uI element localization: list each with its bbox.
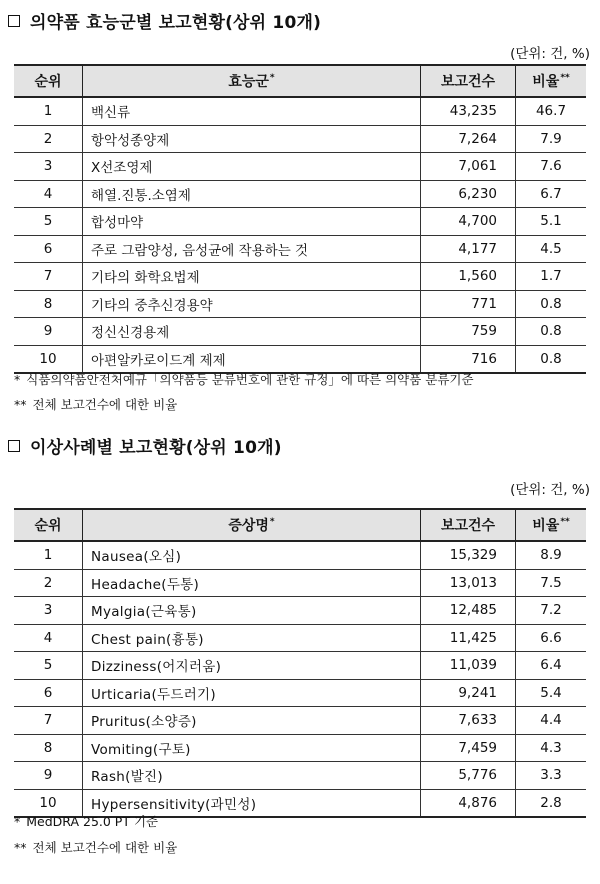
table-row bbox=[14, 541, 586, 569]
count-cell: 11,425 bbox=[421, 624, 516, 652]
ratio-cell: 4.4 bbox=[516, 707, 587, 735]
ratio-cell: 7.9 bbox=[516, 125, 587, 153]
adverse-event-table bbox=[14, 508, 586, 818]
ratio-cell: 3.3 bbox=[516, 762, 587, 790]
name-cell: 기타의 화학요법제 bbox=[83, 263, 421, 291]
ratio-cell: 7.6 bbox=[516, 153, 587, 181]
name-cell: Headache(두통) bbox=[83, 569, 421, 597]
header-rank: 순위 bbox=[14, 509, 83, 541]
ratio-cell: 7.5 bbox=[516, 569, 587, 597]
rank-cell: 1 bbox=[14, 97, 83, 125]
count-cell: 9,241 bbox=[421, 679, 516, 707]
count-cell: 759 bbox=[421, 318, 516, 346]
name-cell: 백신류 bbox=[83, 97, 421, 125]
section2-unit: (단위: 건, %) bbox=[510, 482, 590, 498]
table-row bbox=[14, 569, 586, 597]
name-cell: 아편알카로이드계 제제 bbox=[83, 345, 421, 373]
name-cell: Rash(발진) bbox=[83, 762, 421, 790]
count-cell: 13,013 bbox=[421, 569, 516, 597]
section2-note-1: * MedDRA 25.0 PT 기준 bbox=[14, 814, 159, 829]
count-cell: 4,876 bbox=[421, 789, 516, 817]
drug-category-table bbox=[14, 64, 586, 374]
name-cell: Urticaria(두드러기) bbox=[83, 679, 421, 707]
header-rank: 순위 bbox=[14, 65, 83, 97]
table-row bbox=[14, 125, 586, 153]
table-row bbox=[14, 290, 586, 318]
header-count: 보고건수 bbox=[421, 509, 516, 541]
table-row bbox=[14, 624, 586, 652]
rank-cell: 6 bbox=[14, 235, 83, 263]
rank-cell: 4 bbox=[14, 180, 83, 208]
header-category: 효능군* bbox=[83, 65, 421, 97]
count-cell: 7,264 bbox=[421, 125, 516, 153]
rank-cell: 10 bbox=[14, 345, 83, 373]
count-cell: 15,329 bbox=[421, 541, 516, 569]
name-cell: 합성마약 bbox=[83, 208, 421, 236]
count-cell: 7,633 bbox=[421, 707, 516, 735]
name-cell: Hypersensitivity(과민성) bbox=[83, 789, 421, 817]
name-cell: 해열.진통.소염제 bbox=[83, 180, 421, 208]
header-count: 보고건수 bbox=[421, 65, 516, 97]
count-cell: 5,776 bbox=[421, 762, 516, 790]
section1-note-2: ** 전체 보고건수에 대한 비율 bbox=[14, 397, 178, 412]
name-cell: Pruritus(소양증) bbox=[83, 707, 421, 735]
rank-cell: 5 bbox=[14, 208, 83, 236]
table-row bbox=[14, 97, 586, 125]
ratio-cell: 5.1 bbox=[516, 208, 587, 236]
name-cell: Myalgia(근육통) bbox=[83, 597, 421, 625]
count-cell: 12,485 bbox=[421, 597, 516, 625]
table-row bbox=[14, 153, 586, 181]
rank-cell: 4 bbox=[14, 624, 83, 652]
ratio-cell: 2.8 bbox=[516, 789, 587, 817]
name-cell: 정신신경용제 bbox=[83, 318, 421, 346]
name-cell: Chest pain(흉통) bbox=[83, 624, 421, 652]
section2-title bbox=[8, 433, 282, 458]
ratio-cell: 0.8 bbox=[516, 318, 587, 346]
table-row bbox=[14, 707, 586, 735]
rank-cell: 9 bbox=[14, 762, 83, 790]
name-cell: 기타의 중추신경용약 bbox=[83, 290, 421, 318]
table-row bbox=[14, 734, 586, 762]
rank-cell: 9 bbox=[14, 318, 83, 346]
header-symptom: 증상명* bbox=[83, 509, 421, 541]
name-cell: Dizziness(어지러움) bbox=[83, 652, 421, 680]
table-row bbox=[14, 318, 586, 346]
ratio-cell: 7.2 bbox=[516, 597, 587, 625]
table-row bbox=[14, 679, 586, 707]
ratio-cell: 0.8 bbox=[516, 345, 587, 373]
rank-cell: 2 bbox=[14, 125, 83, 153]
section1-note-1: * 식품의약품안전처예규「의약품등 분류번호에 관한 규정」에 따른 의약품 분류기준 bbox=[14, 372, 474, 387]
count-cell: 43,235 bbox=[421, 97, 516, 125]
table-row bbox=[14, 208, 586, 236]
rank-cell: 7 bbox=[14, 707, 83, 735]
count-cell: 7,459 bbox=[421, 734, 516, 762]
ratio-cell: 6.7 bbox=[516, 180, 587, 208]
count-cell: 6,230 bbox=[421, 180, 516, 208]
count-cell: 771 bbox=[421, 290, 516, 318]
table-row bbox=[14, 235, 586, 263]
table-row bbox=[14, 345, 586, 373]
table-row bbox=[14, 263, 586, 291]
count-cell: 4,177 bbox=[421, 235, 516, 263]
table-row bbox=[14, 762, 586, 790]
rank-cell: 6 bbox=[14, 679, 83, 707]
name-cell: Vomiting(구토) bbox=[83, 734, 421, 762]
table-row bbox=[14, 597, 586, 625]
section2-note-2: ** 전체 보고건수에 대한 비율 bbox=[14, 840, 178, 855]
rank-cell: 3 bbox=[14, 597, 83, 625]
name-cell: Nausea(오심) bbox=[83, 541, 421, 569]
rank-cell: 10 bbox=[14, 789, 83, 817]
table-row bbox=[14, 652, 586, 680]
ratio-cell: 6.6 bbox=[516, 624, 587, 652]
section1-unit: (단위: 건, %) bbox=[510, 46, 590, 62]
rank-cell: 7 bbox=[14, 263, 83, 291]
table-header-row bbox=[14, 509, 586, 541]
section1-title-text: 의약품 효능군별 보고현황(상위 10개) bbox=[30, 13, 322, 33]
name-cell: 항악성종양제 bbox=[83, 125, 421, 153]
square-bullet-icon bbox=[8, 440, 20, 452]
square-bullet-icon bbox=[8, 15, 20, 27]
rank-cell: 2 bbox=[14, 569, 83, 597]
section2-title-text: 이상사례별 보고현황(상위 10개) bbox=[30, 438, 282, 458]
ratio-cell: 46.7 bbox=[516, 97, 587, 125]
ratio-cell: 8.9 bbox=[516, 541, 587, 569]
header-ratio: 비율** bbox=[516, 65, 587, 97]
ratio-cell: 4.3 bbox=[516, 734, 587, 762]
header-ratio: 비율** bbox=[516, 509, 587, 541]
ratio-cell: 1.7 bbox=[516, 263, 587, 291]
count-cell: 716 bbox=[421, 345, 516, 373]
rank-cell: 3 bbox=[14, 153, 83, 181]
ratio-cell: 6.4 bbox=[516, 652, 587, 680]
table-row bbox=[14, 180, 586, 208]
rank-cell: 5 bbox=[14, 652, 83, 680]
section1-title bbox=[8, 8, 321, 33]
ratio-cell: 4.5 bbox=[516, 235, 587, 263]
table-header-row bbox=[14, 65, 586, 97]
rank-cell: 8 bbox=[14, 290, 83, 318]
count-cell: 4,700 bbox=[421, 208, 516, 236]
count-cell: 11,039 bbox=[421, 652, 516, 680]
count-cell: 1,560 bbox=[421, 263, 516, 291]
ratio-cell: 0.8 bbox=[516, 290, 587, 318]
name-cell: 주로 그람양성, 음성균에 작용하는 것 bbox=[83, 235, 421, 263]
ratio-cell: 5.4 bbox=[516, 679, 587, 707]
rank-cell: 8 bbox=[14, 734, 83, 762]
count-cell: 7,061 bbox=[421, 153, 516, 181]
rank-cell: 1 bbox=[14, 541, 83, 569]
name-cell: X선조영제 bbox=[83, 153, 421, 181]
